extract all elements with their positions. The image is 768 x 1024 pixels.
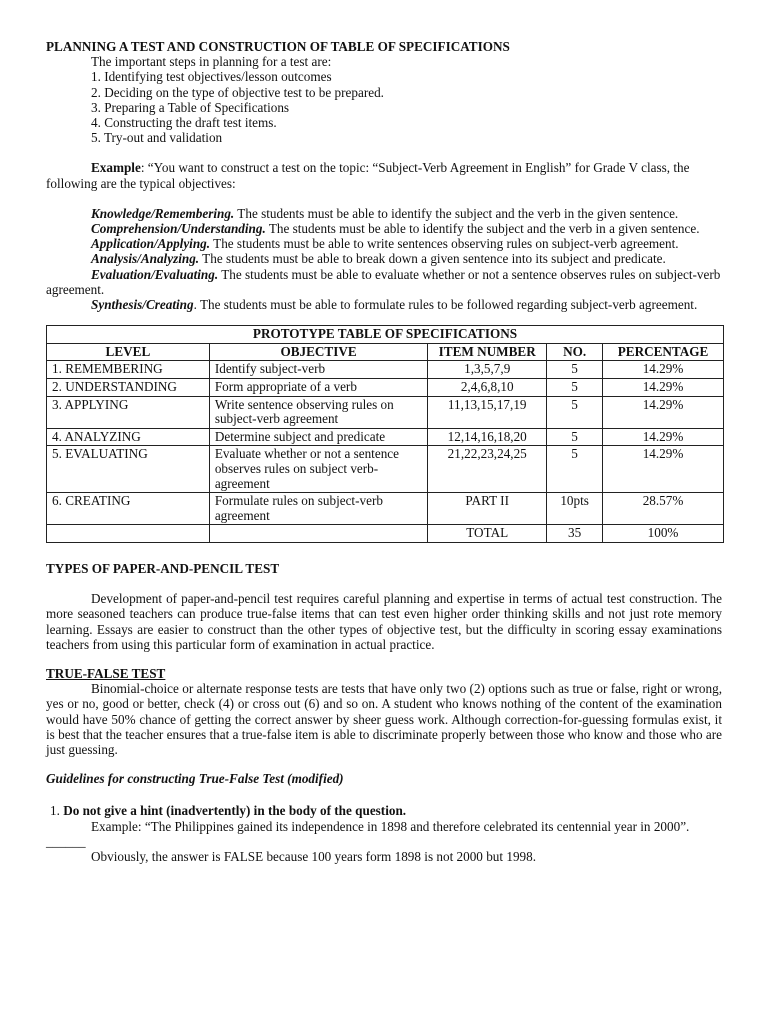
cell-level: 6. CREATING xyxy=(47,493,210,525)
cell-total-percentage: 100% xyxy=(603,525,724,543)
objective-level: Knowledge/Remembering. xyxy=(91,205,235,221)
objective-level: Evaluation/Evaluating. xyxy=(91,266,219,282)
cell-item-number: 21,22,23,24,25 xyxy=(428,446,547,493)
objective-level: Comprehension/Understanding. xyxy=(91,221,266,237)
cell-item-number: PART II xyxy=(428,493,547,525)
header-level: LEVEL xyxy=(47,343,210,361)
guideline-text: Do not give a hint (inadvertently) in the body of the question. xyxy=(63,803,407,819)
cell-objective: Write sentence observing rules on subject-verb agreement xyxy=(209,396,427,428)
example-label: Example xyxy=(91,160,141,176)
cell-objective: Form appropriate of a verb xyxy=(209,379,427,397)
table-row xyxy=(47,493,724,525)
table-total-row xyxy=(47,525,724,543)
cell-percentage: 14.29% xyxy=(603,396,724,428)
guideline-item xyxy=(46,803,722,818)
cell-percentage: 14.29% xyxy=(603,379,724,397)
cell-level: 4. ANALYZING xyxy=(47,428,210,446)
cell-level xyxy=(47,525,210,543)
table-row xyxy=(47,379,724,397)
cell-item-number: 2,4,6,8,10 xyxy=(428,379,547,397)
objective-text: The students must be able to identify the subject and the verb in a given sentence. xyxy=(265,221,700,237)
header-item-number: ITEM NUMBER xyxy=(428,343,547,361)
step-item: 2. Deciding on the type of objective test to be prepared. xyxy=(91,84,384,100)
guideline-number: 1. xyxy=(50,803,64,819)
step-item: 5. Try-out and validation xyxy=(91,130,223,146)
objective-level: Application/Applying. xyxy=(91,236,211,252)
types-paragraph: Development of paper-and-pencil test requires careful planning and expertise in terms of actual test construction. The more seasoned teachers can produce true-false items that can test even higher order thinking skills and not just rote memory learning. Essays are easier to construct than the other types of objective test, but the difficulty in scoring essay examinations teachers from using this particular form of examination in actual practice. xyxy=(46,591,722,652)
objective-text: The students must be able to break down a given sentence into its subject and predicate. xyxy=(199,251,666,267)
cell-no: 10pts xyxy=(547,493,603,525)
table-header-row xyxy=(47,343,724,361)
cell-objective xyxy=(209,525,427,543)
cell-item-number: 1,3,5,7,9 xyxy=(428,361,547,379)
table-row xyxy=(47,361,724,379)
header-percentage: PERCENTAGE xyxy=(603,343,724,361)
step-item: 1. Identifying test objectives/lesson outcomes xyxy=(91,69,332,85)
objective-item xyxy=(46,267,722,297)
cell-no: 5 xyxy=(547,396,603,428)
steps-intro: The important steps in planning for a test are: xyxy=(91,54,332,70)
cell-total-label: TOTAL xyxy=(428,525,547,543)
objective-level: Analysis/Analyzing. xyxy=(91,251,200,267)
section-heading-types: TYPES OF PAPER-AND-PENCIL TEST xyxy=(46,560,280,576)
step-item: 3. Preparing a Table of Specifications xyxy=(91,99,290,115)
specifications-table xyxy=(46,325,724,543)
objective-level: Synthesis/Creating xyxy=(91,297,194,313)
objective-text: The students must be able to write sentences observing rules on subject-verb agreement. xyxy=(210,236,679,252)
objective-text: The students must be able to evaluate whether or not a sentence observes rules on subject-verb agreement. xyxy=(46,266,721,297)
table-row xyxy=(47,428,724,446)
header-no: NO. xyxy=(547,343,603,361)
example-text: : “You want to construct a test on the topic: “Subject-Verb Agreement in English” for Grade V class, the following are the typical objectives: xyxy=(46,160,690,191)
objective-text: The students must be able to identify the subject and the verb in the given sentence. xyxy=(234,205,679,221)
cell-percentage: 14.29% xyxy=(603,361,724,379)
step-item: 4. Constructing the draft test items. xyxy=(91,115,277,131)
document-title: PLANNING A TEST AND CONSTRUCTION OF TABLE OF SPECIFICATIONS xyxy=(46,39,510,54)
table-caption: PROTOTYPE TABLE OF SPECIFICATIONS xyxy=(47,326,724,344)
section-heading-true-false: TRUE-FALSE TEST xyxy=(46,665,166,681)
objective-text: . The students must be able to formulate rules to be followed regarding subject-verb agreement. xyxy=(193,297,698,313)
cell-no: 5 xyxy=(547,428,603,446)
cell-item-number: 12,14,16,18,20 xyxy=(428,428,547,446)
cell-no: 5 xyxy=(547,361,603,379)
cell-level: 5. EVALUATING xyxy=(47,446,210,493)
objective-item xyxy=(46,206,722,221)
cell-no: 5 xyxy=(547,379,603,397)
header-objective: OBJECTIVE xyxy=(209,343,427,361)
objective-item xyxy=(46,236,722,251)
cell-percentage: 14.29% xyxy=(603,446,724,493)
table-row xyxy=(47,396,724,428)
objective-item xyxy=(46,221,722,236)
cell-percentage: 28.57% xyxy=(603,493,724,525)
cell-item-number: 11,13,15,17,19 xyxy=(428,396,547,428)
guidelines-heading: Guidelines for constructing True-False Test (modified) xyxy=(46,771,344,787)
objective-item xyxy=(46,297,722,312)
cell-no: 5 xyxy=(547,446,603,493)
cell-level: 3. APPLYING xyxy=(47,396,210,428)
cell-objective: Formulate rules on subject-verb agreement xyxy=(209,493,427,525)
cell-percentage: 14.29% xyxy=(603,428,724,446)
example-paragraph xyxy=(46,160,722,190)
table-row xyxy=(47,446,724,493)
guideline-example: Example: “The Philippines gained its independence in 1898 and therefore celebrated its centennial year in 2000”. ______ xyxy=(46,818,690,849)
guideline-explanation: Obviously, the answer is FALSE because 100 years form 1898 is not 2000 but 1998. xyxy=(91,849,537,865)
planning-steps xyxy=(46,54,722,145)
cell-objective: Identify subject-verb xyxy=(209,361,427,379)
cell-total-no: 35 xyxy=(547,525,603,543)
cell-objective: Determine subject and predicate xyxy=(209,428,427,446)
objectives-list xyxy=(46,206,722,312)
cell-objective: Evaluate whether or not a sentence observes rules on subject verb-agreement xyxy=(209,446,427,493)
cell-level: 2. UNDERSTANDING xyxy=(47,379,210,397)
objective-item xyxy=(46,251,722,266)
cell-level: 1. REMEMBERING xyxy=(47,361,210,379)
true-false-paragraph: Binomial-choice or alternate response tests are tests that have only two (2) options such as true or false, right or wrong, yes or no, good or better, check (4) or cross out (6) and so on. A student who knows nothing of the content of the examination would have 50% chance of getting the correct answer by sheer guess work. Although correction-for-guessing formulas exist, it is best that the teacher ensures that a true-false item is able to discriminate properly between those who know and those who are just guessing. xyxy=(46,681,722,757)
